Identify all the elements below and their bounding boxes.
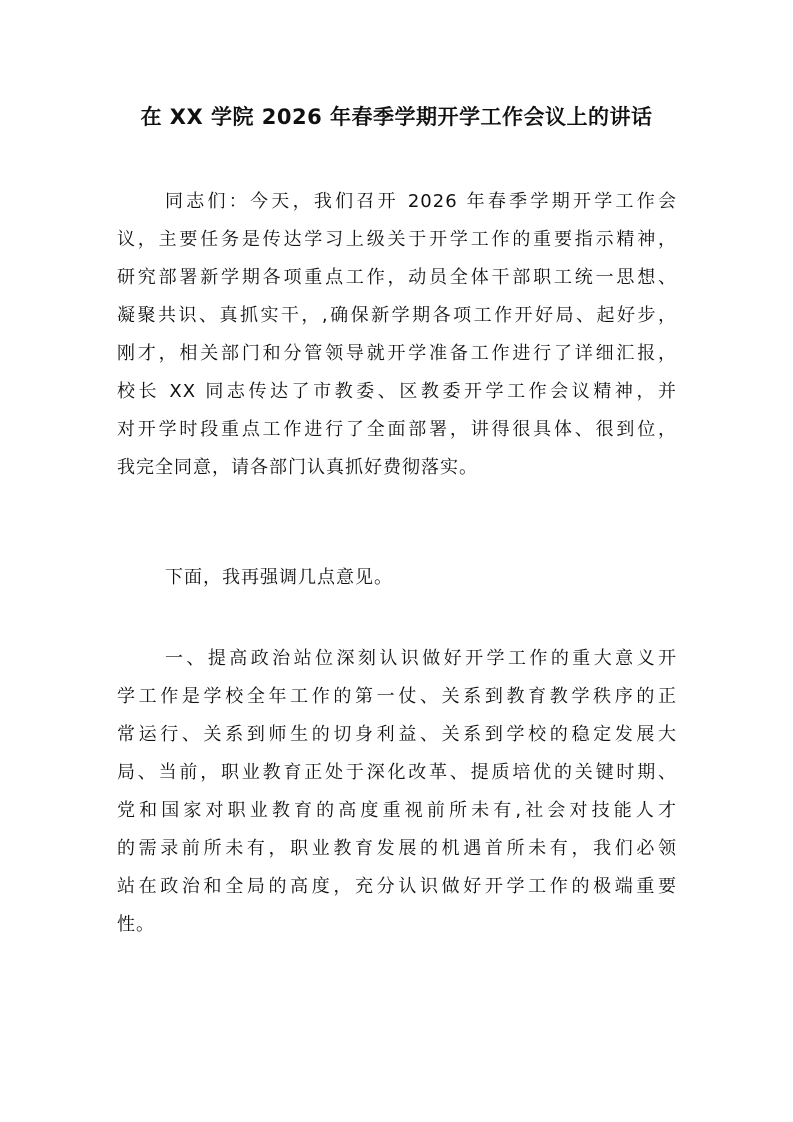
paragraph-1-line-5: 刚才，相关部门和分管领导就开学准备工作进行了详细汇报， xyxy=(117,343,677,364)
paragraph-3-line-8: 性。 xyxy=(117,914,155,935)
paragraph-1-line-1: 同志们：今天，我们召开 2026 年春季学期开学工作会 xyxy=(165,191,677,212)
paragraph-3-line-7: 站在政治和全局的高度，充分认识做好开学工作的极端重要 xyxy=(117,876,677,897)
paragraph-1-line-4: 凝聚共识、真抓实干，,确保新学期各项工作开好局、起好步， xyxy=(117,305,678,326)
paragraph-3-line-2: 学工作是学校全年工作的第一仗、关系到教育教学秩序的正 xyxy=(117,686,677,707)
paragraph-2-line-1: 下面，我再强调几点意见。 xyxy=(165,567,393,588)
paragraph-3-line-1: 一、提高政治站位深刻认识做好开学工作的重大意义开 xyxy=(165,648,677,669)
document-title: 在 XX 学院 2026 年春季学期开学工作会议上的讲话 xyxy=(140,105,653,129)
paragraph-1-line-6: 校长 XX 同志传达了市教委、区教委开学工作会议精神，并 xyxy=(117,381,677,402)
paragraph-3-line-4: 局、当前，职业教育正处于深化改革、提质培优的关键时期、 xyxy=(117,762,677,783)
paragraph-1-line-7: 对开学时段重点工作进行了全面部署，讲得很具体、很到位， xyxy=(117,419,677,440)
paragraph-1-line-2: 议，主要任务是传达学习上级关于开学工作的重要指示精神， xyxy=(117,229,677,250)
paragraph-3-line-5: 党和国家对职业教育的高度重视前所未有,社会对技能人才 xyxy=(117,800,677,821)
paragraph-1-line-8: 我完全同意，请各部门认真抓好费彻落实。 xyxy=(117,457,478,478)
paragraph-1-line-3: 研究部署新学期各项重点工作，动员全体干部职工统一思想、 xyxy=(117,267,677,288)
paragraph-3-line-6: 的需录前所未有，职业教育发展的机遇首所未有，我们必领 xyxy=(117,838,677,859)
paragraph-3-line-3: 常运行、关系到师生的切身利益、关系到学校的稳定发展大 xyxy=(117,724,677,745)
